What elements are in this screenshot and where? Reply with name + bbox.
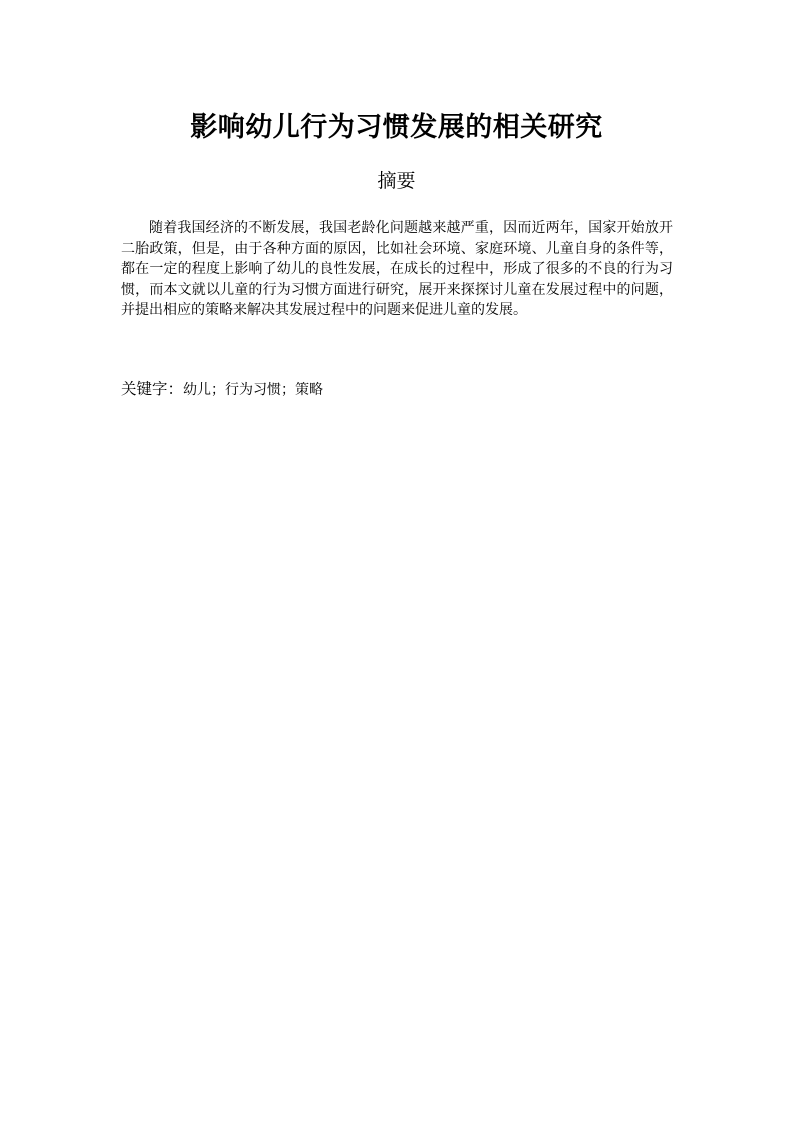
keywords-label: 关键字： bbox=[121, 380, 184, 398]
abstract-heading: 摘要 bbox=[377, 170, 416, 192]
abstract-paragraph: 随着我国经济的不断发展，我国老龄化问题越来越严重，因而近两年，国家开始放开二胎政策，但是，由于各种方面的原因，比如社会环境、家庭环境、儿童自身的条件等，都在一定的程度上影响了幼儿的良性发展，在成长的过程中，形成了很多的不良的行为习惯，而本文就以儿童的行为习惯方面进行研究，展开来探探讨儿童在发展过程中的问题，并提出相应的策略来解决其发展过程中的问题来促进儿童的发展。 bbox=[121, 220, 673, 318]
document-title: 影响幼儿行为习惯发展的相关研究 bbox=[190, 112, 603, 143]
keywords-line bbox=[121, 378, 673, 401]
keywords-list: 幼儿；行为习惯；策略 bbox=[183, 382, 324, 398]
